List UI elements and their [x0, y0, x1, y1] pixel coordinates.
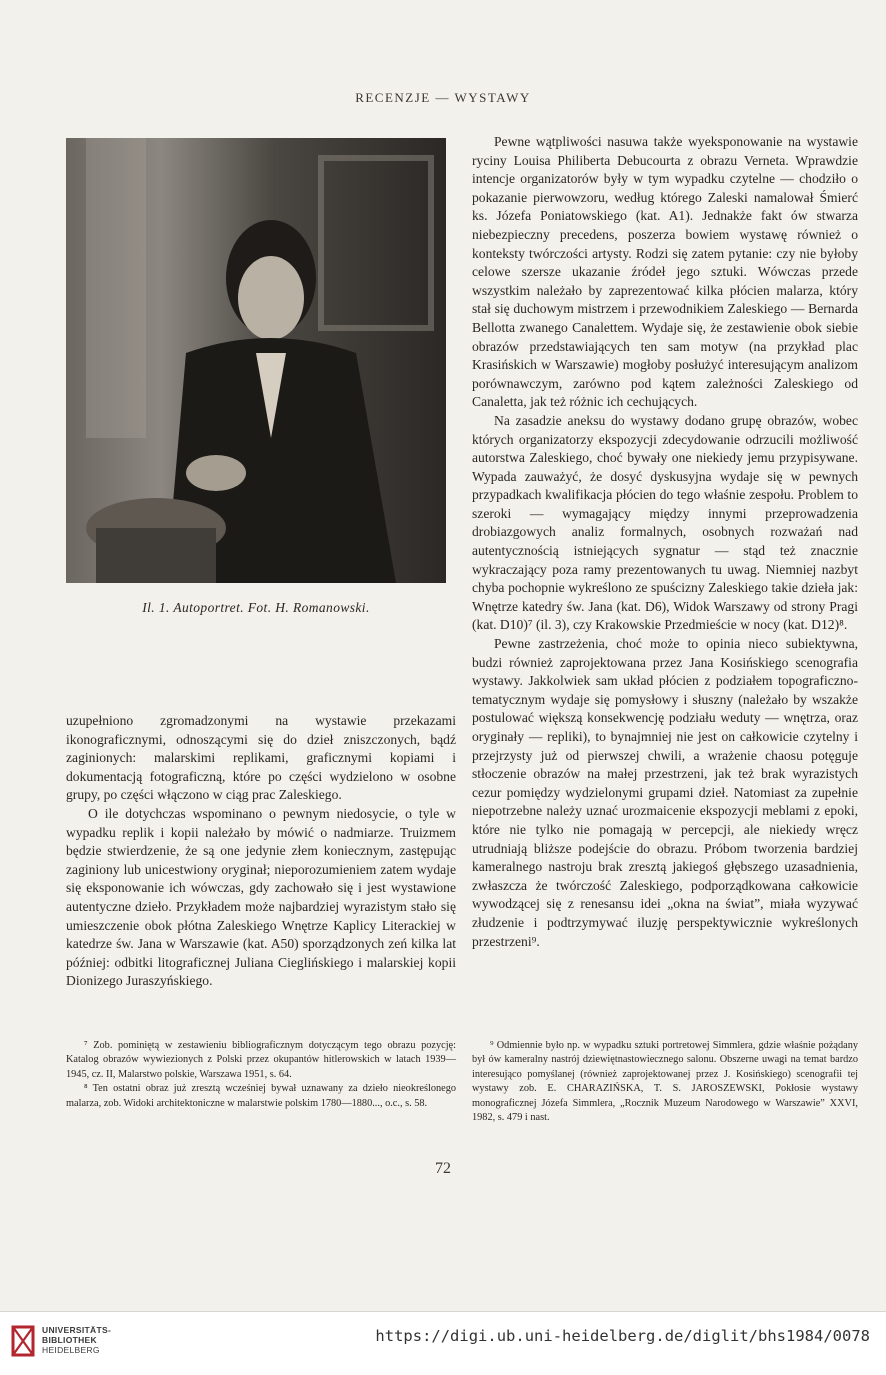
library-logo-icon — [10, 1323, 36, 1359]
portrait-photograph — [66, 138, 446, 583]
paragraph: Pewne zastrzeżenia, choć może to opinia nieco subiektywna, budzi również zaprojektowana przez Jana Kosińskiego scenografia wystawy. Jakkolwiek sam układ płócien z podziałem topograficzno-tematycznym wydaje się pomysłowy i słuszny (należało by wszakże postulować większą konsekwencję podziału weduty — wnętrza, oraz oryginały — repliki), to bynajmniej nie jest on całkowicie czytelny i przejrzysty już od pierwszej chwili, a wrażenie chaosu potęguje stłoczenie obrazów na małej przestrzeni, jak też brak wyrazistych cezur pomiędzy wydzielonymi grupami dzieł. Natomiast za zupełnie niepotrzebne należy uznać urozmaicenie ekspozycji meblami z epoki, które nie tylko nie pomagają w percepcji, ale niekiedy wręcz utrudniają bliższe podejście do obrazu. Próbom tworzenia bardziej kameralnego nastroju brak zresztą jakiegoś głębszego uzasadnienia, zwłaszcza że twórczość Zaleskiego, podporządkowana całkowicie wywodzącej się z renesansu idei „okna na świat”, miała wyzywać złudzenie i podtrzymywać iluzję perspektywicznie wykreślonych przestrzeni⁹. — [472, 636, 858, 949]
right-column — [472, 133, 858, 951]
figure-caption: Il. 1. Autoportret. Fot. H. Romanowski. — [142, 600, 370, 615]
footnotes-left — [66, 1039, 456, 1111]
running-header: RECENZJE — WYSTAWY — [355, 90, 531, 105]
left-column — [66, 712, 456, 991]
permalink-url[interactable]: https://digi.ub.uni-heidelberg.de/diglit/bhs1984/0078 — [375, 1327, 870, 1345]
paragraph: uzupełniono zgromadzonymi na wystawie przekazami ikonograficznymi, odnoszącymi się do dzieł zniszczonych, bądź zaginionych: malarskimi replikami, graficznymi kopiami i dokumentacją fotograficzną, które po części wydzielono w osobne grupy, po części włączono w ciąg prac Zaleskiego. — [66, 713, 456, 803]
footnote-8: ⁸ Ten ostatni obraz już zresztą wcześniej bywał uznawany za dzieło nieokreślonego malarza, zob. Widoki architektoniczne w malarstwie polskim 1780—1880..., o.c., s. 58. — [66, 1083, 456, 1109]
paragraph: Na zasadzie aneksu do wystawy dodano grupę obrazów, wobec których organizatorzy ekspozycji zdecydowanie odrzucili możliwość autorstwa Zaleskiego, choć bywały one niekiedy jemu przypisywane. Wypada zauważyć, że dosyć dyskusyjna wydaje się w pewnych przypadkach kwalifikacja płócien do tego właśnie zespołu. Problem to szeroki — wymagający między innymi przeprowadzenia drobiazgowych analiz formalnych, osobnych rozważań nad autentycznością istniejących sygnatur — stąd też znacznie wykraczający poza ramy prezentowanych tu uwag. Niemniej nazbyt chyba pochopnie wykreślono ze spuścizny Zaleskiego takie dzieła jak: Wnętrze katedry św. Jana (kat. D6), Widok Warszawy od strony Pragi (kat. D10)⁷ (il. 3), czy Krakowskie Przedmieście w nocy (kat. D12)⁸. — [472, 412, 858, 633]
footnotes-right — [472, 1039, 858, 1125]
page-number: 72 — [435, 1160, 451, 1177]
footnote-9: ⁹ Odmiennie było np. w wypadku sztuki portretowej Simmlera, gdzie właśnie pożądany był ów kameralny nastrój dziewiętnastowiecznego salonu. Obszerne uwagi na temat bardzo interesująco pomyślanej (również zaprojektowanej przez J. Kosińskiego) scenografii tej wystawy zob. E. CHARAZIŃSKA, T. S. JAROSZEWSKI, Pokłosie wystawy monograficznej Józefa Simmlera, „Rocznik Muzeum Narodowego w Warszawie” XXVI, 1982, s. 479 i nast. — [472, 1040, 858, 1124]
paragraph: O ile dotychczas wspominano o pewnym niedosycie, o tyle w wypadku replik i kopii należało by mówić o nadmiarze. Truizmem będzie stwierdzenie, że są one jedynie złem koniecznym, zastępując zaginiony lub unicestwiony oryginał; nieporozumieniem zatem wydaje się eksponowanie ich wówczas, gdy zachowało się i jest wystawione autentyczne dzieło. Przykładem może najbardziej wyrazistym stało się umieszczenie obok płótna Zaleskiego Wnętrze Kaplicy Literackiej w katedrze św. Jana w Warszawie (kat. A50) sporządzonych zeń kilka lat później: odbitki litograficznej Juliana Cieglińskiego i malarskiej kopii Dionizego Juraszyńskiego. — [66, 805, 456, 989]
library-name[interactable]: UNIVERSITÄTS- BIBLIOTHEK HEIDELBERG — [42, 1325, 112, 1355]
footnote-7: ⁷ Zob. pominiętą w zestawieniu bibliograficznym dotyczącym tego obrazu pozycję: Katalog obrazów wywiezionych z Polski przez okupantów hitlerowskich w latach 1939—1945, cz. II, Malarstwo polskie, Warszawa 1951, s. 64. — [66, 1040, 456, 1080]
viewer-footer — [0, 1311, 886, 1375]
paragraph: Pewne wątpliwości nasuwa także wyeksponowanie na wystawie ryciny Louisa Philiberta Debucourta z obrazu Verneta. Wprawdzie intencje organizatorów były w tym wypadku czytelne — chodziło o pokazanie pierwowzoru, według którego Zaleski namalował Śmierć ks. Józefa Poniatowskiego (kat. A1). Jednakże fakt ów stwarza niebezpieczny precedens, poszerza bowiem wystawę również o konteksty twórczości artysty. Rodzi się zatem pytanie: czy nie byłoby celowe szersze ukazanie źródeł jego sztuki. Wówczas przede wszystkim należało by zaprezentować kilka płócien malarza, który stał się duchowym mistrzem i przewodnikiem Zaleskiego — Bernarda Bellotta zwanego Canalettem. Wydaje się, że zestawienie obok siebie obrazów przedstawiających ten sam motyw (na przykład plac Krasińskich w Warszawie) mogłoby posłużyć interesującym analizom porównawczym, zarówno pod kątem zależności Zaleskiego od Canaletta, jak też różnic ich cechujących. — [472, 134, 858, 410]
